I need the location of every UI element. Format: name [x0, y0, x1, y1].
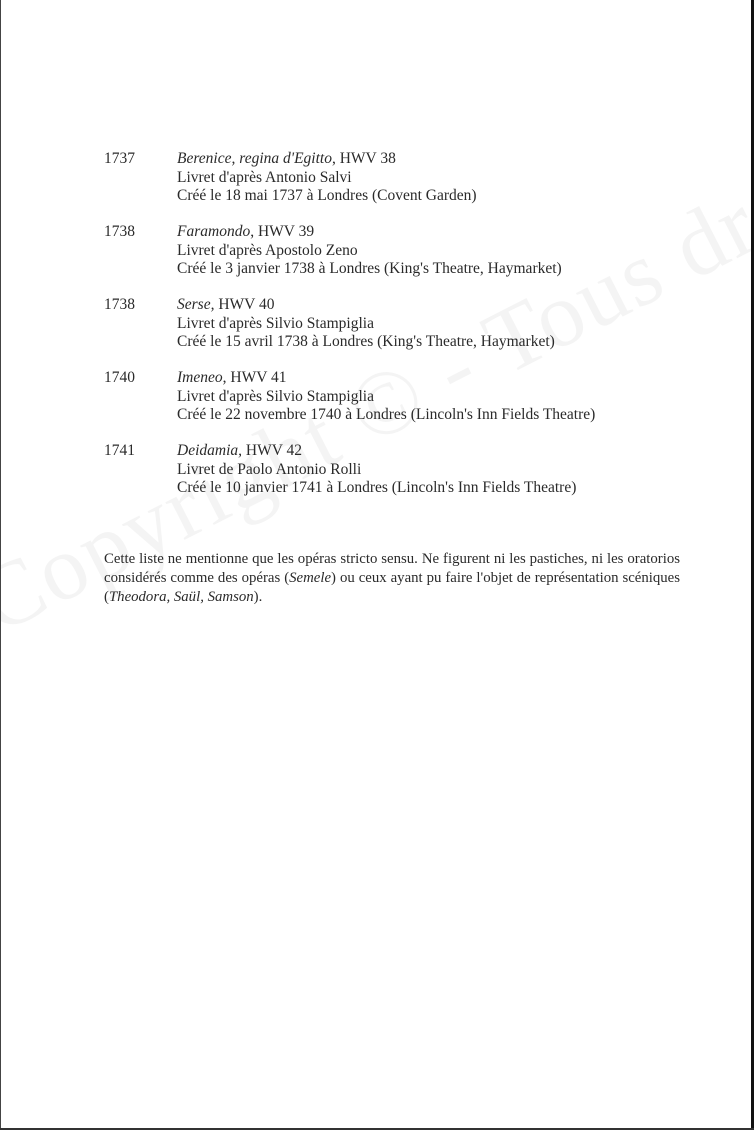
footnote-italic-titles: Theodora, Saül, Samson — [108, 588, 254, 605]
entry-details — [177, 150, 477, 206]
entry-year: 1738 — [104, 223, 135, 240]
entry-title-line — [177, 150, 477, 169]
premiere-line: Créé le 15 avril 1738 à Londres (King's Theatre, Haymarket) — [177, 333, 555, 350]
libretto-line: Livret d'après Silvio Stampiglia — [177, 314, 374, 332]
premiere-line: Créé le 10 janvier 1741 à Londres (Lincoln's Inn Fields Theatre) — [177, 479, 577, 496]
catalogue-number: HWV 40 — [214, 296, 275, 313]
catalogue-number: , HWV 38 — [331, 150, 396, 167]
opera-title: Serse, — [177, 296, 215, 313]
opera-title: Berenice, regina d'Egitto — [177, 150, 332, 167]
premiere-line: Créé le 3 janvier 1738 à Londres (King's Theatre, Haymarket) — [177, 260, 562, 277]
opera-title: Imeneo — [177, 369, 223, 386]
footnote-text: ). — [253, 588, 263, 605]
scan-border-left — [0, 0, 1, 1130]
premiere-line: Créé le 22 novembre 1740 à Londres (Lincoln's Inn Fields Theatre) — [177, 406, 596, 423]
catalogue-number: HWV 42 — [242, 442, 303, 459]
libretto-line: Livret d'après Silvio Stampiglia — [177, 387, 374, 405]
libretto-line: Livret d'après Apostolo Zeno — [177, 241, 358, 259]
opera-title: Deidamia, — [177, 442, 243, 459]
opera-list — [104, 150, 704, 515]
entry-details — [177, 223, 562, 279]
entry-title-line — [177, 442, 576, 461]
list-item — [104, 296, 704, 369]
list-item — [104, 442, 704, 515]
entry-year: 1738 — [104, 296, 135, 313]
footnote-text: ) ou ceux ayant pu faire l'objet de représentation scéniques ( — [104, 569, 680, 605]
premiere-line: Créé le 18 mai 1737 à Londres (Covent Garden) — [177, 187, 477, 204]
list-item — [104, 150, 704, 223]
entry-title-line — [177, 369, 595, 388]
footnote-italic-title: Semele — [289, 569, 332, 586]
entry-year: 1737 — [104, 150, 135, 167]
entry-year: 1740 — [104, 369, 135, 386]
opera-title: Faramondo — [177, 223, 251, 240]
footnote-text: Cette liste ne mentionne que les opéras stricto sensu. Ne figurent ni les pastiches, ni les oratorios considérés comme des opéras ( — [104, 550, 680, 586]
entry-title-line — [177, 296, 555, 315]
list-footnote — [104, 550, 680, 607]
list-item — [104, 369, 704, 442]
entry-year: 1741 — [104, 442, 135, 459]
catalogue-number: , HWV 41 — [222, 369, 287, 386]
list-item — [104, 223, 704, 296]
libretto-line: Livret de Paolo Antonio Rolli — [177, 460, 362, 478]
catalogue-number: , HWV 39 — [250, 223, 315, 240]
entry-details — [177, 369, 595, 425]
entry-details — [177, 442, 576, 498]
libretto-line: Livret d'après Antonio Salvi — [177, 168, 352, 186]
entry-title-line — [177, 223, 562, 242]
entry-details — [177, 296, 555, 352]
